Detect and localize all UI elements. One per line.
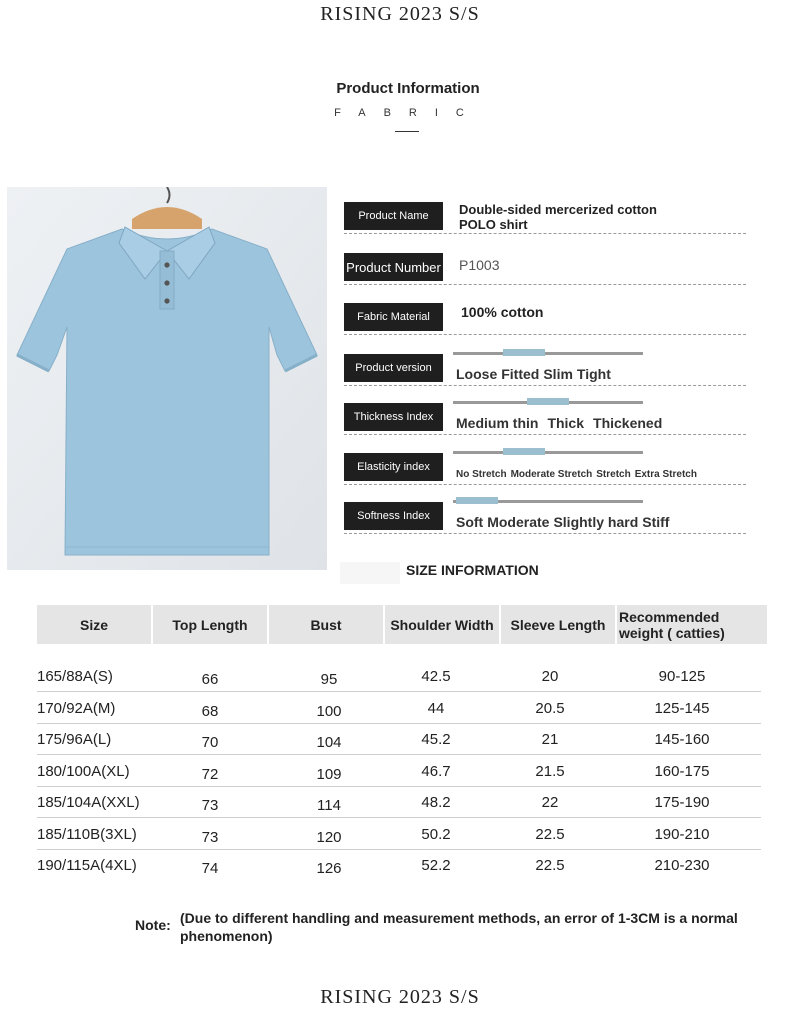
scale-marker: [503, 349, 545, 356]
table-cell: 190-210: [654, 825, 710, 843]
scale-bar: [453, 352, 643, 355]
spec-value: P1003: [459, 257, 500, 273]
scale-marker: [456, 497, 498, 504]
table-cell: 68: [201, 702, 219, 720]
table-cell: 66: [201, 671, 219, 688]
scale-bar: [453, 401, 643, 404]
scale-option: Loose: [456, 366, 498, 382]
spec-row-softness-index: [344, 488, 746, 534]
table-cell: 100: [316, 702, 342, 720]
table-cell: 165/88A(S): [37, 668, 113, 685]
spec-label: Product Number: [344, 253, 443, 281]
spec-label: Softness Index: [344, 502, 443, 530]
scale-labels: [456, 366, 615, 382]
table-row: [37, 785, 761, 818]
spec-label: Fabric Material: [344, 303, 443, 331]
table-cell: 185/104A(XXL): [37, 794, 140, 811]
spec-label: Elasticity index: [344, 453, 443, 481]
table-cell: 72: [201, 765, 219, 783]
scale-labels: [456, 514, 673, 530]
scale-marker: [527, 398, 569, 405]
spec-row-elasticity-index: [344, 439, 746, 485]
table-cell: 185/110B(3XL): [37, 825, 137, 843]
scale-option: Moderate Stretch: [510, 469, 593, 480]
scale-labels: [456, 469, 701, 480]
scale-option: No Stretch: [456, 469, 507, 480]
table-cell: 74: [201, 860, 219, 877]
table-cell: 20.5: [535, 699, 565, 717]
table-cell: 170/92A(M): [37, 699, 116, 717]
size-information-title: SIZE INFORMATION: [406, 562, 539, 578]
table-row: [37, 817, 761, 850]
polo-shirt-image: [7, 187, 327, 570]
table-header-cell: Recommended weight ( catties): [617, 605, 767, 644]
table-cell: 70: [201, 734, 219, 751]
product-info-subtitle: FABRIC: [334, 107, 482, 119]
scale-bar: [453, 500, 643, 503]
table-cell: 114: [317, 797, 341, 814]
table-cell: 145-160: [654, 731, 710, 748]
table-cell: 21: [541, 731, 559, 748]
table-header-cell: Top Length: [153, 605, 267, 644]
scale-option: Slim: [543, 366, 573, 382]
note-label: Note:: [135, 917, 171, 933]
table-cell: 104: [316, 734, 342, 751]
title-underline: [395, 131, 419, 132]
product-info-title: Product Information: [336, 80, 480, 97]
table-cell: 180/100A(XL): [37, 762, 130, 780]
size-title-backdrop: [340, 562, 400, 584]
spec-row-thickness-index: [344, 389, 746, 435]
table-row: [37, 659, 761, 692]
scale-bar: [453, 451, 643, 454]
table-row: [37, 691, 761, 724]
brand-header: RISING 2023 S/S: [320, 3, 480, 25]
table-cell: 190/115A(4XL): [37, 857, 137, 874]
spec-row-product-version: [344, 340, 746, 386]
spec-row-product-number: [344, 239, 746, 285]
note-text: (Due to different handling and measurement methods, an error of 1-3CM is a normal phenomenon): [180, 910, 738, 944]
scale-labels: [456, 415, 671, 431]
table-cell: 46.7: [421, 762, 451, 780]
table-cell: 52.2: [421, 857, 451, 874]
spec-label: Product Name: [344, 202, 443, 230]
table-cell: 20: [541, 668, 559, 685]
scale-option: Extra Stretch: [634, 469, 697, 480]
scale-option: Medium thin: [456, 415, 539, 431]
table-cell: 22: [541, 794, 559, 811]
scale-option: Thickened: [593, 415, 663, 431]
table-cell: 210-230: [654, 857, 710, 874]
scale-option: Fitted: [501, 366, 540, 382]
brand-footer: RISING 2023 S/S: [320, 986, 480, 1008]
table-cell: 44: [427, 699, 445, 717]
scale-option: Soft: [456, 514, 484, 530]
table-cell: 125-145: [654, 699, 710, 717]
table-cell: 73: [201, 797, 219, 814]
table-header-cell: Sleeve Length: [501, 605, 615, 644]
table-row: [37, 848, 761, 880]
table-cell: 21.5: [535, 762, 565, 780]
spec-label: Product version: [344, 354, 443, 382]
table-cell: 48.2: [421, 794, 451, 811]
table-cell: 90-125: [658, 668, 706, 685]
scale-option: Thick: [547, 415, 585, 431]
scale-option: Stretch: [596, 469, 631, 480]
table-cell: 160-175: [654, 762, 710, 780]
table-cell: 73: [201, 828, 219, 846]
table-header-cell: Size: [37, 605, 151, 644]
product-photo: [7, 187, 327, 570]
table-cell: 126: [316, 860, 342, 877]
table-cell: 22.5: [535, 857, 565, 874]
table-cell: 175/96A(L): [37, 731, 112, 748]
spec-label: Thickness Index: [344, 403, 443, 431]
table-cell: 120: [316, 828, 342, 846]
table-cell: 95: [320, 671, 338, 688]
spec-value: 100% cotton: [461, 304, 544, 320]
table-cell: 22.5: [535, 825, 565, 843]
table-cell: 109: [316, 765, 342, 783]
scale-marker: [503, 448, 545, 455]
spec-row-fabric-material: [344, 289, 746, 335]
table-cell: 45.2: [421, 731, 451, 748]
table-cell: 175-190: [654, 794, 710, 811]
spec-value: Double-sided mercerized cotton POLO shirt: [459, 202, 657, 232]
table-cell: 50.2: [421, 825, 451, 843]
table-header-cell: Shoulder Width: [385, 605, 499, 644]
scale-option: Slightly hard: [553, 514, 639, 530]
scale-option: Moderate: [487, 514, 550, 530]
table-cell: 42.5: [421, 668, 451, 685]
table-row: [37, 722, 761, 755]
scale-option: Tight: [576, 366, 611, 382]
table-header-cell: Bust: [269, 605, 383, 644]
table-row: [37, 754, 761, 787]
spec-row-product-name: [344, 188, 746, 234]
scale-option: Stiff: [642, 514, 670, 530]
